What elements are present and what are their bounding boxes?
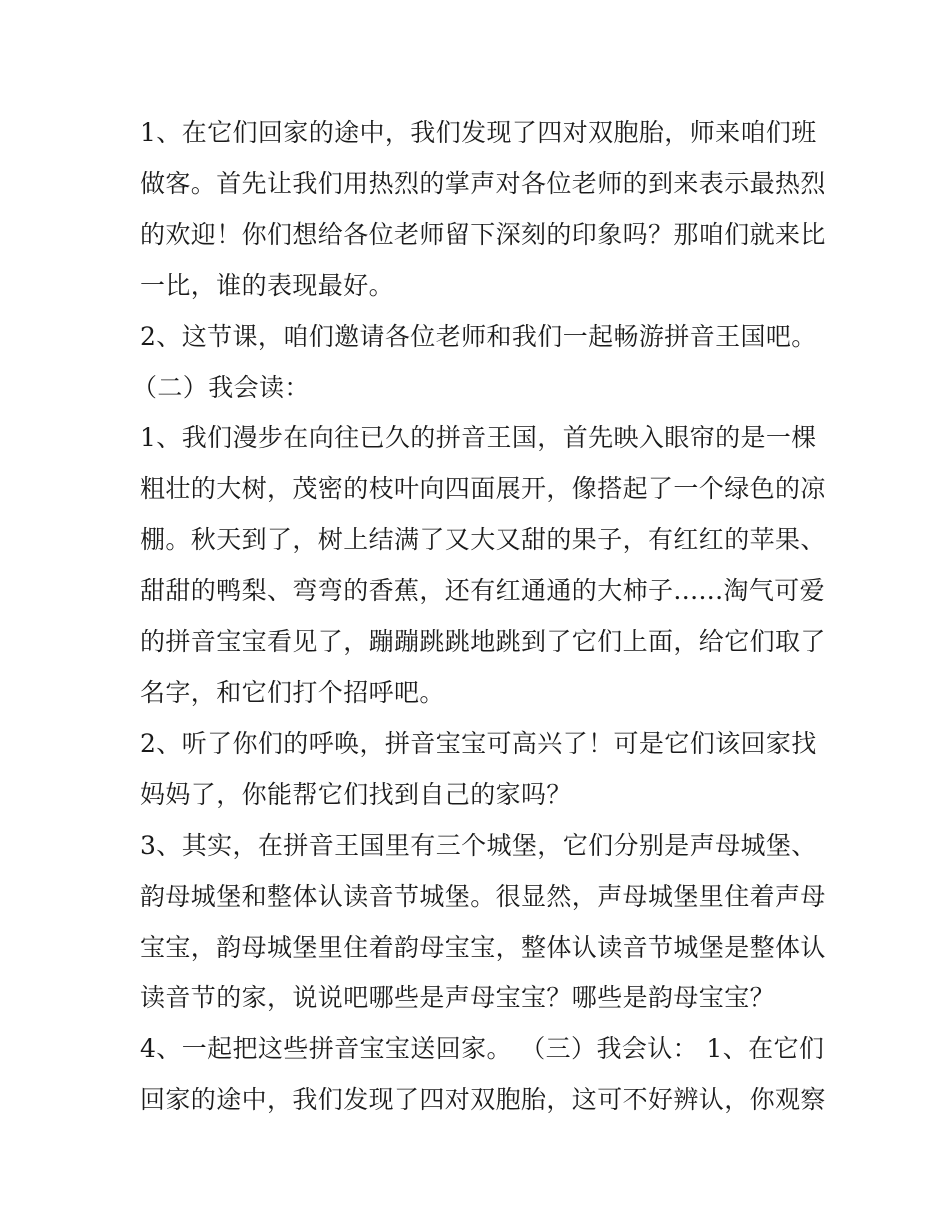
text-line: 读音节的家，说说吧哪些是声母宝宝？哪些是韵母宝宝？ [140,983,776,1013]
text-line: 1、我们漫步在向往已久的拼音王国，首先映入眼帘的是一棵 [140,423,817,453]
text-line: 韵母城堡和整体认读音节城堡。很显然，声母城堡里住着声母 [140,881,826,911]
paragraph-5 [140,821,830,1025]
text-line: （二）我会读： [132,372,310,402]
text-line: 3、其实，在拼音王国里有三个城堡，它们分别是声母城堡、 [140,830,817,860]
section-heading-2 [132,363,830,414]
paragraph-4 [140,719,830,821]
text-line: 粗壮的大树，茂密的枝叶向四面展开，像搭起了一个绿色的凉 [140,474,826,504]
text-line: 2、这节课，咱们邀请各位老师和我们一起畅游拼音王国吧。 [140,321,817,351]
text-line: 的拼音宝宝看见了，蹦蹦跳跳地跳到了它们上面，给它们取了 [140,627,826,657]
text-line: 一比，谁的表现最好。 [140,270,395,300]
paragraph-2 [140,312,830,363]
text-line: 4、一起把这些拼音宝宝送回家。 （三）我会认： 1、在它们 [140,1034,825,1064]
text-line: 做客。首先让我们用热烈的掌声对各位老师的到来表示最热烈 [140,168,826,198]
paragraph-6 [140,1024,830,1126]
text-line: 2、听了你们的呼唤，拼音宝宝可高兴了！可是它们该回家找 [140,728,817,758]
text-line: 宝宝，韵母城堡里住着韵母宝宝，整体认读音节城堡是整体认 [140,932,826,962]
text-line: 回家的途中，我们发现了四对双胞胎，这可不好辨认，你观察 [140,1085,826,1115]
paragraph-3 [140,413,830,718]
text-line: 妈妈了，你能帮它们找到自己的家吗？ [140,779,572,809]
text-line: 的欢迎！你们想给各位老师留下深刻的印象吗？那咱们就来比 [140,219,826,249]
text-line: 1、在它们回家的途中，我们发现了四对双胞胎，师来咱们班 [140,118,817,147]
paragraph-1 [140,108,830,312]
text-line: 名字，和它们打个招呼吧。 [140,677,445,707]
document-body [132,108,830,1126]
text-line: 棚。秋天到了，树上结满了又大又甜的果子，有红红的苹果、 [140,525,826,555]
text-line: 甜甜的鸭梨、弯弯的香蕉，还有红通通的大柿子......淘气可爱 [140,576,826,606]
